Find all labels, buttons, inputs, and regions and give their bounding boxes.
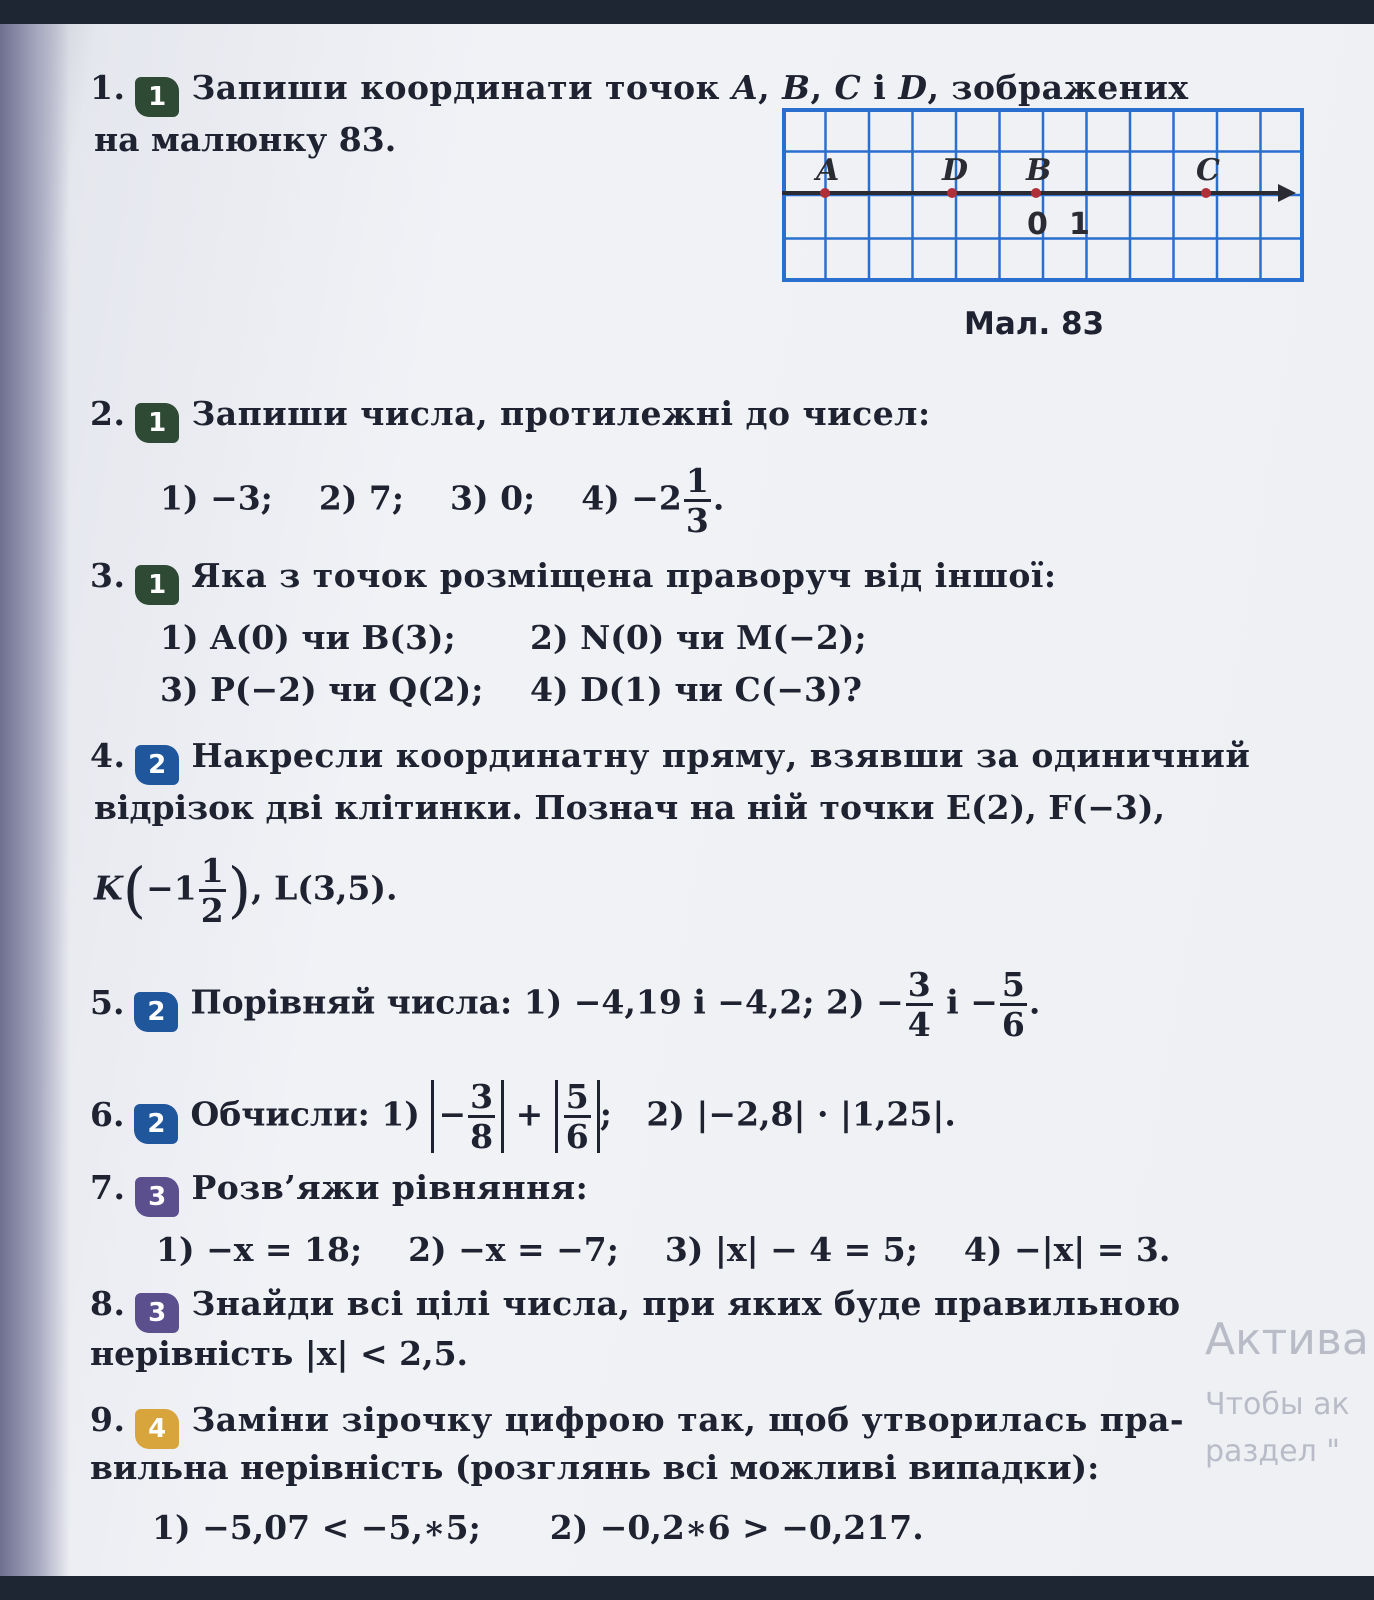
- level-badge: 2: [135, 745, 179, 785]
- task-text: Порівняй числа: 1) −4,19 і −4,2; 2) −: [190, 982, 904, 1022]
- task-4-line-2: відрізок дві клітинки. Познач на ній точки E(2), F(−3),: [94, 788, 1165, 827]
- item: 2) 7;: [318, 478, 405, 518]
- numerator: 3: [907, 965, 931, 1004]
- task-text: Яка з точок розміщена праворуч від іншої:: [191, 556, 1057, 595]
- task-4-line-3: K(−1 $\frac{1}{2}$ ), L(3,5).: [94, 851, 398, 930]
- fraction: [906, 965, 933, 1044]
- fraction: [684, 461, 711, 540]
- task-number: 1.: [90, 68, 126, 107]
- page-curl-shadow: [0, 24, 70, 1576]
- task-text: Заміни зірочку цифрою так, щоб утворилась пра-: [191, 1400, 1185, 1439]
- label-c: C: [1196, 153, 1220, 188]
- task-number: 2.: [90, 394, 126, 433]
- task-text: , L(3,5).: [251, 868, 398, 908]
- item: 3) 0;: [450, 478, 536, 518]
- task-3-item-1: 1) A(0) чи B(3);: [160, 618, 456, 657]
- fraction: [1000, 965, 1027, 1044]
- point-c-marker: [1201, 188, 1211, 198]
- minus-sign: −: [438, 1094, 467, 1134]
- task-3-item-2: 2) N(0) чи M(−2);: [530, 618, 867, 657]
- textbook-page: [0, 24, 1374, 1576]
- task-6: [90, 1077, 956, 1156]
- task-9: [90, 1400, 1184, 1449]
- task-text: Запиши координати точок: [191, 68, 720, 107]
- numerator: 1: [200, 851, 224, 890]
- screen-bottom-edge: [0, 1576, 1374, 1600]
- comma: ,: [758, 68, 771, 107]
- task-7: [90, 1168, 588, 1217]
- task-3-item-3: 3) P(−2) чи Q(2);: [160, 670, 484, 709]
- point-name: C: [834, 68, 862, 107]
- numerator: 5: [565, 1077, 589, 1116]
- plus-sign: +: [515, 1094, 544, 1134]
- point-name: D: [898, 68, 928, 107]
- point-d-marker: [947, 188, 957, 198]
- tick-0: 0: [1027, 207, 1048, 242]
- denominator: 3: [685, 501, 709, 540]
- level-badge: 1: [135, 565, 179, 605]
- task-9-line-3: 1) −5,07 < −5,∗5; 2) −0,2∗6 > −0,217.: [152, 1508, 924, 1547]
- task-4: [90, 736, 1250, 785]
- label-b: B: [1026, 153, 1052, 188]
- task-number: 5.: [90, 982, 125, 1022]
- axis-arrow-icon: [1278, 184, 1296, 202]
- task-text: Знайди всі цілі числа, при яких буде правильною: [191, 1284, 1181, 1323]
- task-text: Запиши числа, протилежні до чисел:: [191, 394, 931, 433]
- task-8-line-2: нерівність |x| < 2,5.: [90, 1334, 469, 1373]
- period: .: [712, 478, 725, 518]
- task-number: 8.: [90, 1284, 126, 1323]
- task-text: Обчисли: 1): [190, 1094, 420, 1134]
- numerator: 5: [1001, 965, 1025, 1004]
- numerator: 3: [470, 1077, 494, 1116]
- fraction: [564, 1077, 591, 1156]
- denominator: 8: [470, 1117, 494, 1156]
- figure-caption: Мал. 83: [964, 306, 1105, 342]
- task-3-item-4: 4) D(1) чи C(−3)?: [530, 670, 862, 709]
- level-badge: 1: [135, 403, 179, 443]
- denominator: 6: [565, 1117, 589, 1156]
- denominator: 4: [907, 1005, 931, 1044]
- absolute-value: [555, 1077, 600, 1156]
- task-text: , зображених: [927, 68, 1189, 107]
- task-text: Накресли координатну пряму, взявши за одиничний: [191, 736, 1251, 775]
- task-8: [90, 1284, 1181, 1333]
- point-name: A: [732, 68, 759, 107]
- point-name: B: [782, 68, 811, 107]
- fraction: [199, 851, 226, 930]
- conjunction: і: [873, 68, 887, 107]
- task-number: 6.: [90, 1094, 125, 1134]
- item: 4) −2: [581, 478, 682, 518]
- task-number: 9.: [90, 1400, 126, 1439]
- numerator: 1: [685, 461, 709, 500]
- task-number: 4.: [90, 736, 126, 775]
- label-d: D: [942, 153, 969, 188]
- semicolon: ;: [599, 1094, 612, 1134]
- mixed-number-whole: −1: [146, 868, 197, 908]
- number-line-figure: [782, 108, 1304, 282]
- level-badge: 4: [135, 1409, 179, 1449]
- watermark-line: Чтобы ак: [1205, 1387, 1350, 1422]
- point-a-marker: [820, 188, 830, 198]
- task-text: і −: [946, 982, 998, 1022]
- fraction: [468, 1077, 495, 1156]
- task-5: [90, 965, 1041, 1044]
- task-3: [90, 556, 1057, 605]
- period: .: [1028, 982, 1041, 1022]
- level-badge: 3: [135, 1177, 179, 1217]
- task-1-line-2: на малюнку 83.: [94, 120, 397, 159]
- level-badge: 2: [134, 992, 178, 1032]
- task-9-line-2: вильна нерівність (розглянь всі можливі випадки):: [90, 1448, 1100, 1487]
- task-number: 3.: [90, 556, 126, 595]
- point-name: K: [94, 868, 123, 908]
- task-7-items: 1) −x = 18; 2) −x = −7; 3) |x| − 4 = 5; 4) −|x| = 3.: [156, 1230, 1171, 1269]
- level-badge: 2: [134, 1104, 178, 1144]
- tick-1: 1: [1069, 207, 1090, 242]
- absolute-value: [431, 1077, 504, 1156]
- point-b-marker: [1031, 188, 1041, 198]
- denominator: 6: [1001, 1005, 1025, 1044]
- activation-watermark: [1205, 1314, 1369, 1469]
- level-badge: 1: [135, 77, 179, 117]
- task-2: [90, 394, 931, 443]
- task-text: 2) |−2,8| · |1,25|.: [646, 1094, 956, 1134]
- task-2-items: [160, 461, 725, 540]
- item: 1) −3;: [160, 478, 273, 518]
- comma: ,: [810, 68, 823, 107]
- watermark-line: Актива: [1205, 1314, 1369, 1365]
- level-badge: 3: [135, 1293, 179, 1333]
- watermark-line: раздел ": [1205, 1434, 1341, 1469]
- task-text: Розв’яжи рівняння:: [191, 1168, 589, 1207]
- denominator: 2: [200, 891, 224, 930]
- task-number: 7.: [90, 1168, 126, 1207]
- label-a: A: [816, 153, 840, 188]
